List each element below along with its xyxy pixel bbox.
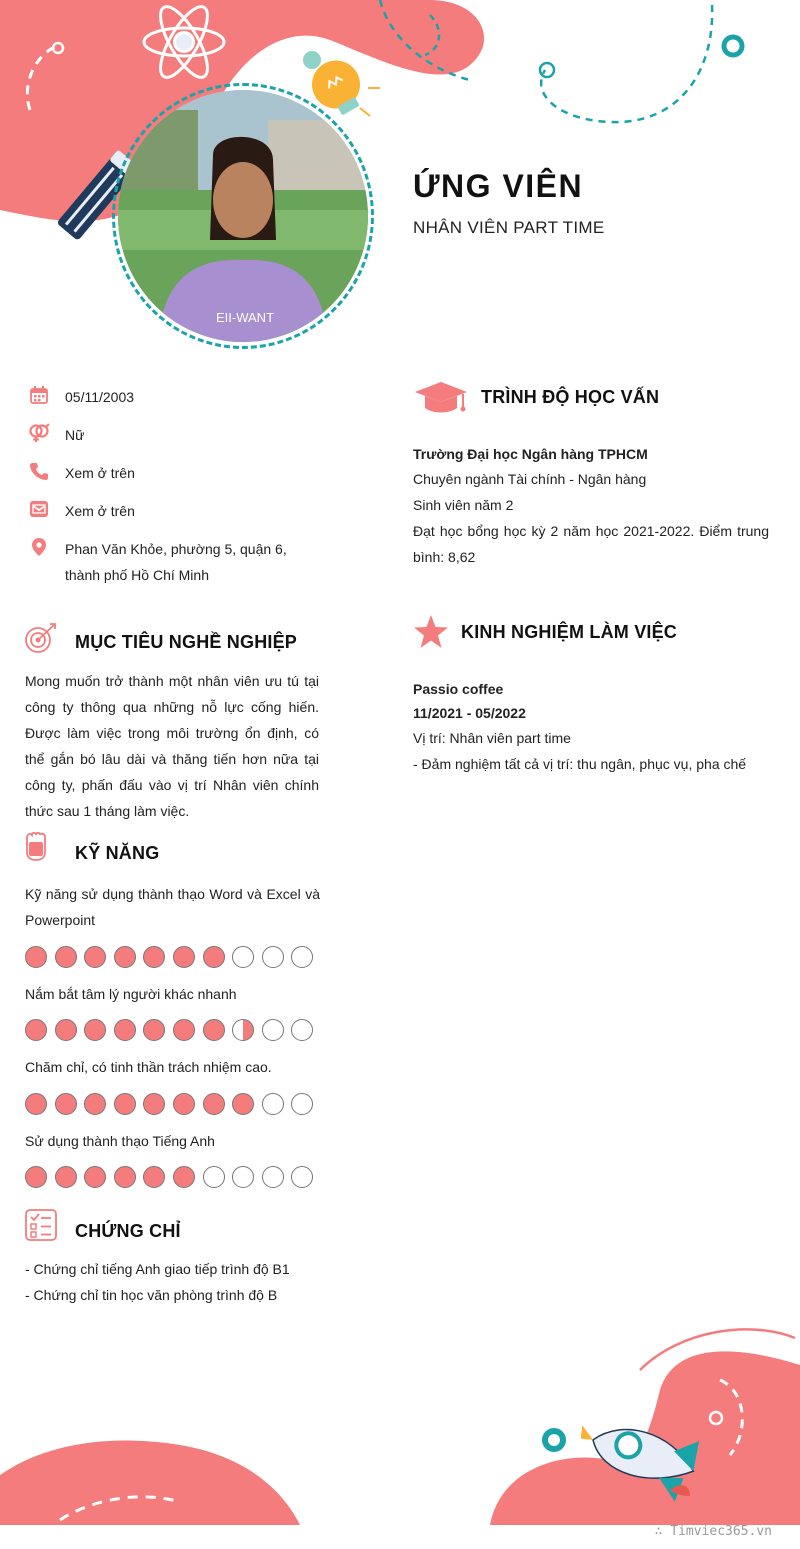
contact-gender [28, 422, 328, 448]
rating-dot [232, 1166, 254, 1188]
rating-dot [55, 946, 77, 968]
atom-icon [140, 2, 228, 84]
experience-duty: - Đảm nghiệm tất cả vị trí: thu ngân, phục vụ, pha chế [413, 756, 747, 772]
graduation-cap-icon [413, 380, 469, 416]
skill-rating [25, 1093, 321, 1115]
rating-dot [173, 946, 195, 968]
rating-dot [25, 1093, 47, 1115]
watermark: ∴ Timviec365.vn [654, 1524, 772, 1539]
rating-dot [84, 946, 106, 968]
phone-icon [28, 460, 50, 482]
rating-dot [291, 1019, 313, 1041]
contact-phone [28, 460, 328, 486]
rating-dot [114, 1093, 136, 1115]
skill-rating [25, 1166, 321, 1188]
contact-address [28, 536, 328, 588]
rating-dot [114, 946, 136, 968]
email-value: Xem ở trên [65, 503, 135, 519]
rating-dot [173, 1019, 195, 1041]
objective-title: MỤC TIÊU NGHỀ NGHIỆP [75, 632, 298, 652]
skill-label: Chăm chỉ, có tinh thần trách nhiệm cao. [25, 1059, 272, 1075]
phone-value: Xem ở trên [65, 465, 135, 481]
rating-dot [143, 1093, 165, 1115]
rating-dot [232, 1019, 254, 1041]
rating-dot [203, 946, 225, 968]
rating-dot [55, 1093, 77, 1115]
certificate-item: - Chứng chỉ tiếng Anh giao tiếp trình độ B1 [25, 1261, 290, 1277]
svg-text:EII-WANT: EII-WANT [216, 310, 275, 325]
objective-text: Mong muốn trở thành một nhân viên ưu tú tại công ty thông qua những nỗ lực cống hiến. Được làm việc trong môi trường ổn định, có thể gắn bó lâu dài và thăng tiến hơn nữa tại công ty, phấn đấu vào vị trí Nhân viên chính thức sau 1 tháng làm việc. [25, 673, 319, 819]
certificates-title: CHỨNG CHỈ [75, 1221, 181, 1241]
rating-dot [262, 1093, 284, 1115]
rating-dot [232, 946, 254, 968]
rating-dot [262, 1019, 284, 1041]
skill-rating [25, 1019, 321, 1041]
skill-rating [25, 946, 321, 968]
star-icon [413, 615, 449, 649]
calendar-icon [28, 384, 50, 406]
contact-birthday [28, 384, 328, 410]
target-icon [24, 622, 58, 654]
experience-period: 11/2021 - 05/2022 [413, 705, 526, 721]
experience-company: Passio coffee [413, 681, 504, 697]
rating-dot [232, 1093, 254, 1115]
rating-dot [173, 1093, 195, 1115]
skills-title: KỸ NĂNG [75, 843, 160, 863]
checklist-icon [24, 1208, 58, 1242]
rating-dot [291, 946, 313, 968]
rating-dot [55, 1166, 77, 1188]
skill-label: Kỹ năng sử dụng thành thạo Word và Excel và Powerpoint [25, 886, 320, 928]
location-pin-icon [28, 536, 50, 558]
candidate-name: ỨNG VIÊN [413, 168, 584, 204]
birthday-value: 05/11/2003 [65, 389, 135, 405]
rating-dot [84, 1019, 106, 1041]
address-value: Phan Văn Khỏe, phường 5, quận 6, thành phố Hồ Chí Minh [65, 541, 287, 583]
rating-dot [143, 1166, 165, 1188]
rating-dot [25, 946, 47, 968]
rating-dot [262, 946, 284, 968]
rating-dot [203, 1166, 225, 1188]
education-major: Chuyên ngành Tài chính - Ngân hàng [413, 471, 647, 487]
rating-dot [291, 1093, 313, 1115]
education-title: TRÌNH ĐỘ HỌC VẤN [481, 387, 660, 407]
experience-title: KINH NGHIỆM LÀM VIỆC [461, 622, 678, 642]
rating-dot [84, 1093, 106, 1115]
experience-position: Vị trí: Nhân viên part time [413, 730, 571, 746]
rating-dot [25, 1019, 47, 1041]
education-achievement: Đạt học bổng học kỳ 2 năm học 2021-2022. Điểm trung bình: 8,62 [413, 523, 769, 565]
rating-dot [173, 1166, 195, 1188]
skill-label: Nắm bắt tâm lý người khác nhanh [25, 986, 237, 1002]
contact-email [28, 498, 328, 524]
rating-dot [84, 1166, 106, 1188]
rating-dot [114, 1166, 136, 1188]
avatar-photo [118, 90, 368, 342]
rating-dot [143, 1019, 165, 1041]
gender-icon [28, 422, 50, 444]
candidate-role: NHÂN VIÊN PART TIME [413, 218, 605, 237]
rating-dot [55, 1019, 77, 1041]
rating-dot [203, 1093, 225, 1115]
rating-dot [114, 1019, 136, 1041]
email-icon [28, 498, 50, 520]
rating-dot [262, 1166, 284, 1188]
gender-value: Nữ [65, 427, 85, 443]
skill-label: Sử dụng thành thạo Tiếng Anh [25, 1133, 215, 1149]
rating-dot [25, 1166, 47, 1188]
rocket-icon [540, 1412, 710, 1512]
education-school: Trường Đại học Ngân hàng TPHCM [413, 446, 648, 462]
education-year: Sinh viên năm 2 [413, 497, 514, 513]
certificate-item: - Chứng chỉ tin học văn phòng trình độ B [25, 1287, 278, 1303]
rating-dot [143, 946, 165, 968]
rating-dot [291, 1166, 313, 1188]
fist-icon [24, 830, 48, 864]
rating-dot [203, 1019, 225, 1041]
avatar [118, 90, 368, 342]
